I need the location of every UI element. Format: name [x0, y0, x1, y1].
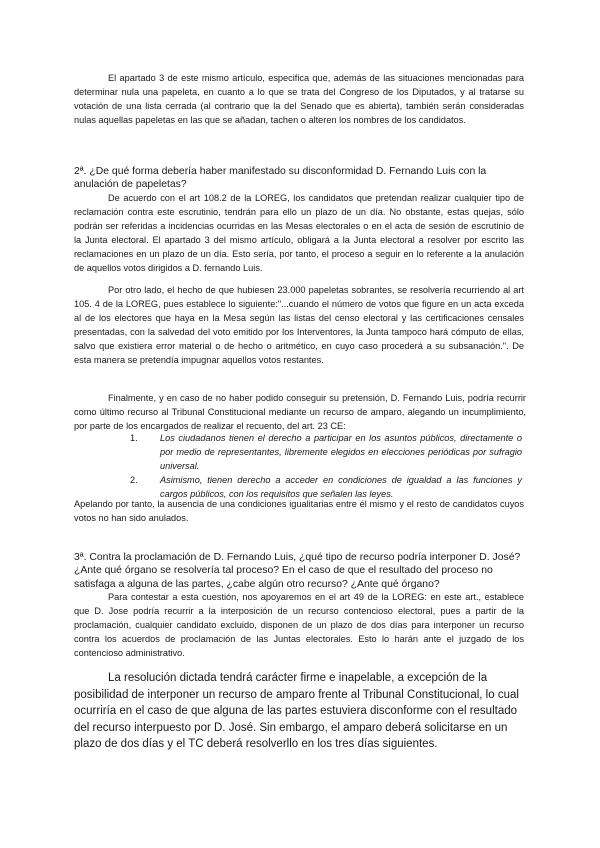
paragraph-art-108: De acuerdo con el art 108.2 de la LOREG, los candidatos que pretendan realizar cualquier tipo de reclamación contra este escrutinio, tendrán para ello un plazo de un día. No obstante, estas quejas, sólo podrán ser referidas a incidencias ocurridas en las Mesas electorales o en el acta de sesión de escrutinio de la Junta electoral. El apartado 3 del mismo artículo, obligará a la Junta electoral a resolver por escrito las reclamaciones en un plazo de un día. Esto sería, por tanto, el proceso a seguir en lo referente a la anulación de aquellos votos dirigidos a D. fernando Luis.	[74, 193, 524, 273]
list-item-text: Asimismo, tienen derecho a acceder en condiciones de igualdad a las funciones y cargos públicos, con los requisitos que señalen las leyes.	[160, 474, 522, 499]
list-item	[130, 432, 522, 474]
question-2-heading: 2ª. ¿De qué forma debería haber manifestado su disconformidad D. Fernando Luis con la anulación de papeletas?	[74, 166, 487, 191]
list-item-number: 1.	[130, 433, 138, 443]
paragraph-resolution: La resolución dictada tendrá carácter firme e inapelable, a excepción de la posibilidad de interponer un recurso de amparo frente al Tribunal Constitucional, lo cual ocurriría en el caso de que alguna de las partes estuviera disconforme con el resultado del recurso interpuesto por D. José. Sin embargo, el amparo deberá solicitarse en un plazo de dos días y el TC deberá resolverllo en los tres días siguientes.	[74, 672, 519, 750]
paragraph-ballot-nullity: El apartado 3 de este mismo artículo, especifica que, además de las situaciones mencionadas para determinar nula una papeleta, en cuanto a lo que se trata del Congreso de los Diputados, y al tratarse su votación de una lista cerrada (al contrario que la del Senado que es abierta), también serán consideradas nulas aquellas papeletas en las que se añadan, tachen o alteren los nombres de los candidatos.	[74, 73, 524, 125]
paragraph-art-105: Por otro lado, el hecho de que hubiesen 23.000 papeletas sobrantes, se resolvería recurriendo al art 105. 4 de la LOREG, pues establece lo siguiente:"...cuando el número de votos que figure en un acta exceda al de los electores que haya en la Mesa según las listas del censo electoral y las certificaciones censales presentadas, con la salvedad del voto emitido por los Interventores, la Junta tampoco hará cómputo de ellas, salvo que existiera error material o de hecho o aritmético, en cuyo caso procederá a su subsanación.". De esta manera se pretendía impugnar aquellos votos restantes.	[74, 285, 524, 365]
list-item-number: 2.	[130, 474, 138, 485]
list-item-text: Los ciudadanos tienen el derecho a participar en los asuntos públicos, directamente o por medio de representantes, libremente elegidos en elecciones periódicas por sufragio universal.	[160, 433, 522, 471]
question-3-heading: 3ª. Contra la proclamación de D. Fernando Luis, ¿qué tipo de recurso podría interponer D. José? ¿Ante qué órgano se resolvería tal proceso? En el caso de que el resultado del proceso no satisfaga a alguna de las partes, ¿cabe algún otro recurso? ¿Ante qué órgano?	[74, 552, 521, 590]
paragraph-conclusion: Apelando por tanto, la ausencia de una condiciones igualitarias entre él mismo y el resto de candidatos cuyos votos no han sido anulados.	[74, 499, 524, 523]
paragraph-art-49: Para contestar a esta cuestión, nos apoyaremos en el art 49 de la LOREG: en este art., establece que D. Jose podría recurrir a la interposición de un recurso contencioso electoral, pues a partir de la proclamación, cualquier candidato excluido, disponen de un plazo de dos días para interponer un recurso contra los acuerdos de proclamación de las Juntas electorales. Esto lo harán ante el juzgado de los contencioso administrativo.	[74, 592, 524, 658]
paragraph-amparo: Finalmente, y en caso de no haber podido conseguir su pretensión, D. Fernando Luis, podría recurrir como último recurso al Tribunal Constitucional mediante un recurso de amparo, alegando un incumplimiento, por parte de los encargados de realizar el recuento, del art. 23 CE:	[74, 393, 526, 431]
art-23-list	[130, 432, 522, 502]
